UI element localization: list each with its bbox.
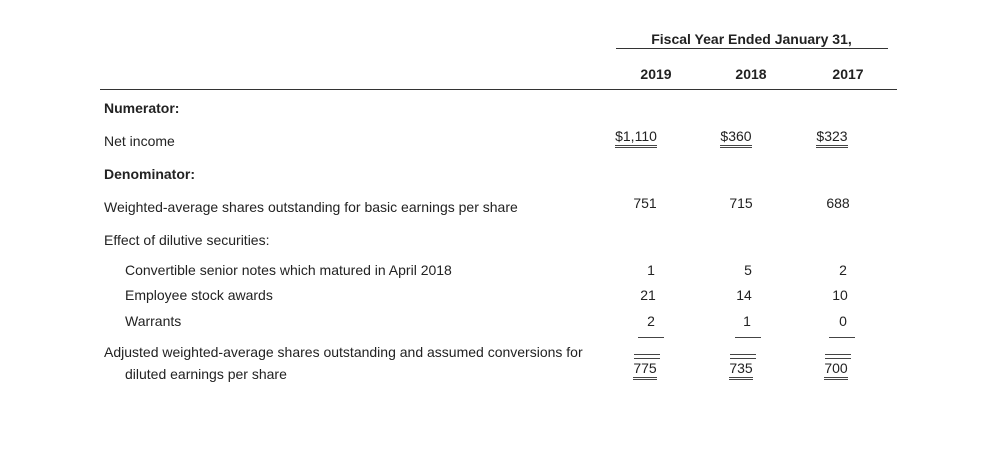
adjusted-top-rule-2018 bbox=[730, 354, 756, 359]
warrants-2019: 2 bbox=[647, 313, 655, 329]
adjusted-2019: 775 bbox=[633, 360, 656, 380]
adjusted-top-rule-2017 bbox=[825, 354, 851, 359]
convertible-2019: 1 bbox=[647, 262, 655, 278]
convertible-2018: 5 bbox=[744, 262, 752, 278]
warrants-2018: 1 bbox=[743, 313, 751, 329]
employee-2019: 21 bbox=[640, 287, 656, 303]
net-income-label: Net income bbox=[104, 133, 175, 149]
convertible-label: Convertible senior notes which matured in April 2018 bbox=[125, 262, 452, 278]
period-header: Fiscal Year Ended January 31, bbox=[651, 31, 852, 47]
numerator-heading: Numerator: bbox=[104, 100, 180, 116]
adjusted-2017: 700 bbox=[824, 360, 847, 380]
warrants-2017: 0 bbox=[839, 313, 847, 329]
weighted-basic-2019: 751 bbox=[633, 195, 657, 211]
year-2018-header: 2018 bbox=[735, 66, 767, 82]
employee-label: Employee stock awards bbox=[125, 287, 273, 303]
warrants-label: Warrants bbox=[125, 313, 182, 329]
effect-dilutive-label: Effect of dilutive securities: bbox=[104, 232, 270, 248]
adjusted-label-line2: diluted earnings per share bbox=[125, 366, 287, 382]
period-header-rule bbox=[616, 48, 888, 49]
employee-2017: 10 bbox=[832, 287, 848, 303]
net-income-2019: $1,110 bbox=[615, 128, 657, 148]
employee-2018: 14 bbox=[736, 287, 752, 303]
convertible-2017: 2 bbox=[839, 262, 847, 278]
denominator-heading: Denominator: bbox=[104, 166, 195, 182]
year-2017-header: 2017 bbox=[832, 66, 864, 82]
adjusted-2018: 735 bbox=[729, 360, 752, 380]
subtotal-rule-2019 bbox=[638, 337, 664, 338]
net-income-2018: $360 bbox=[720, 128, 751, 148]
weighted-basic-2018: 715 bbox=[729, 195, 753, 211]
year-2019-header: 2019 bbox=[640, 66, 672, 82]
weighted-basic-2017: 688 bbox=[826, 195, 850, 211]
weighted-basic-label: Weighted-average shares outstanding for basic earnings per share bbox=[104, 199, 518, 215]
net-income-2017: $323 bbox=[816, 128, 847, 148]
subtotal-rule-2017 bbox=[829, 337, 855, 338]
subtotal-rule-2018 bbox=[735, 337, 761, 338]
adjusted-label-line1: Adjusted weighted-average shares outstanding and assumed conversions for bbox=[104, 344, 583, 360]
adjusted-top-rule-2019 bbox=[634, 354, 660, 359]
header-rule bbox=[100, 89, 897, 90]
